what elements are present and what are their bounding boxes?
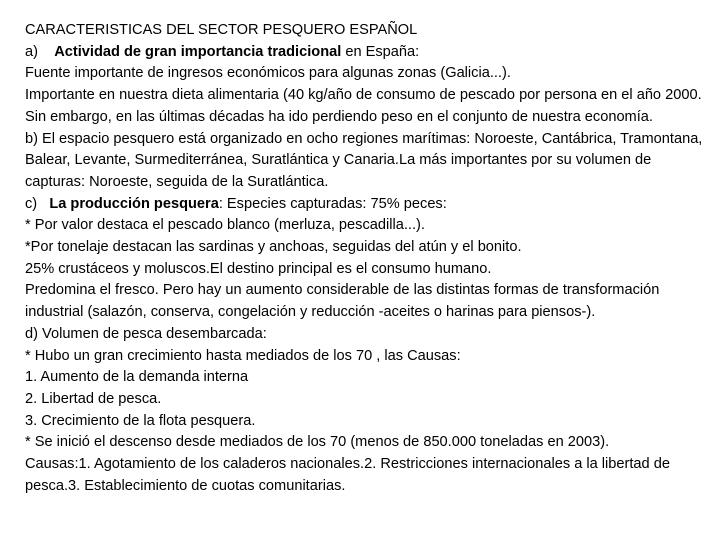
section-a-paragraph: Importante en nuestra dieta alimentaria (40 kg/año de consumo de pescado por persona en el año 2000. Sin embargo, en las últimas décadas ha ido perdiendo peso en el conjunto de nuestra economía. — [25, 87, 702, 125]
section-c-line-3: 25% crustáceos y moluscos.El destino principal es el consumo humano. — [25, 260, 492, 277]
section-d-line-1: * Hubo un gran crecimiento hasta mediados de los 70 , las Causas: — [25, 347, 461, 364]
section-c-heading-rest: : Especies capturadas: 75% peces: — [218, 195, 447, 212]
section-d-item-3: 3. Crecimiento de la flota pesquera. — [25, 412, 256, 429]
section-a-marker: a) — [25, 43, 38, 60]
section-c-paragraph: Predomina el fresco. Pero hay un aumento considerable de las distintas formas de transformación industrial (salazón, conserva, congelación y reducción -aceites o harinas para piensos-). — [25, 282, 660, 321]
section-c-line-2: *Por tonelaje destacan las sardinas y anchoas, seguidas del atún y el bonito. — [25, 239, 522, 256]
section-d-item-1: 1. Aumento de la demanda interna — [25, 369, 249, 386]
section-c-heading-line — [25, 194, 705, 216]
section-c-marker: c) — [25, 195, 38, 212]
section-a-heading: Actividad de gran importancia tradicional — [54, 43, 342, 60]
section-c-heading: La producción pesquera — [49, 195, 219, 212]
document-body — [25, 20, 705, 497]
section-a-line-1: Fuente importante de ingresos económicos para algunas zonas (Galicia...). — [25, 65, 511, 82]
section-d-item-2: 2. Libertad de pesca. — [25, 390, 162, 407]
document-title: CARACTERISTICAS DEL SECTOR PESQUERO ESPAÑOL — [25, 22, 418, 38]
section-c-line-1: * Por valor destaca el pescado blanco (merluza, pescadilla...). — [25, 217, 425, 234]
section-d-heading: d) Volumen de pesca desembarcada: — [25, 325, 267, 342]
section-d-line-2: * Se inició el descenso desde mediados de los 70 (menos de 850.000 toneladas en 2003). — [25, 434, 610, 451]
section-b-paragraph: b) El espacio pesquero está organizado en ocho regiones marítimas: Noroeste, Cantábrica, Tramontana, Balear, Levante, Surmediterránea, Suratlántica y Canaria.La más importantes por su volumen de capturas: Noroeste, seguida de la Suratlántica. — [25, 130, 703, 190]
section-a-heading-line — [25, 42, 705, 64]
section-a-heading-rest: en España: — [341, 43, 420, 60]
section-d-paragraph: Causas:1. Agotamiento de los caladeros nacionales.2. Restricciones internacionales a la libertad de pesca.3. Establecimiento de cuotas comunitarias. — [25, 456, 670, 494]
